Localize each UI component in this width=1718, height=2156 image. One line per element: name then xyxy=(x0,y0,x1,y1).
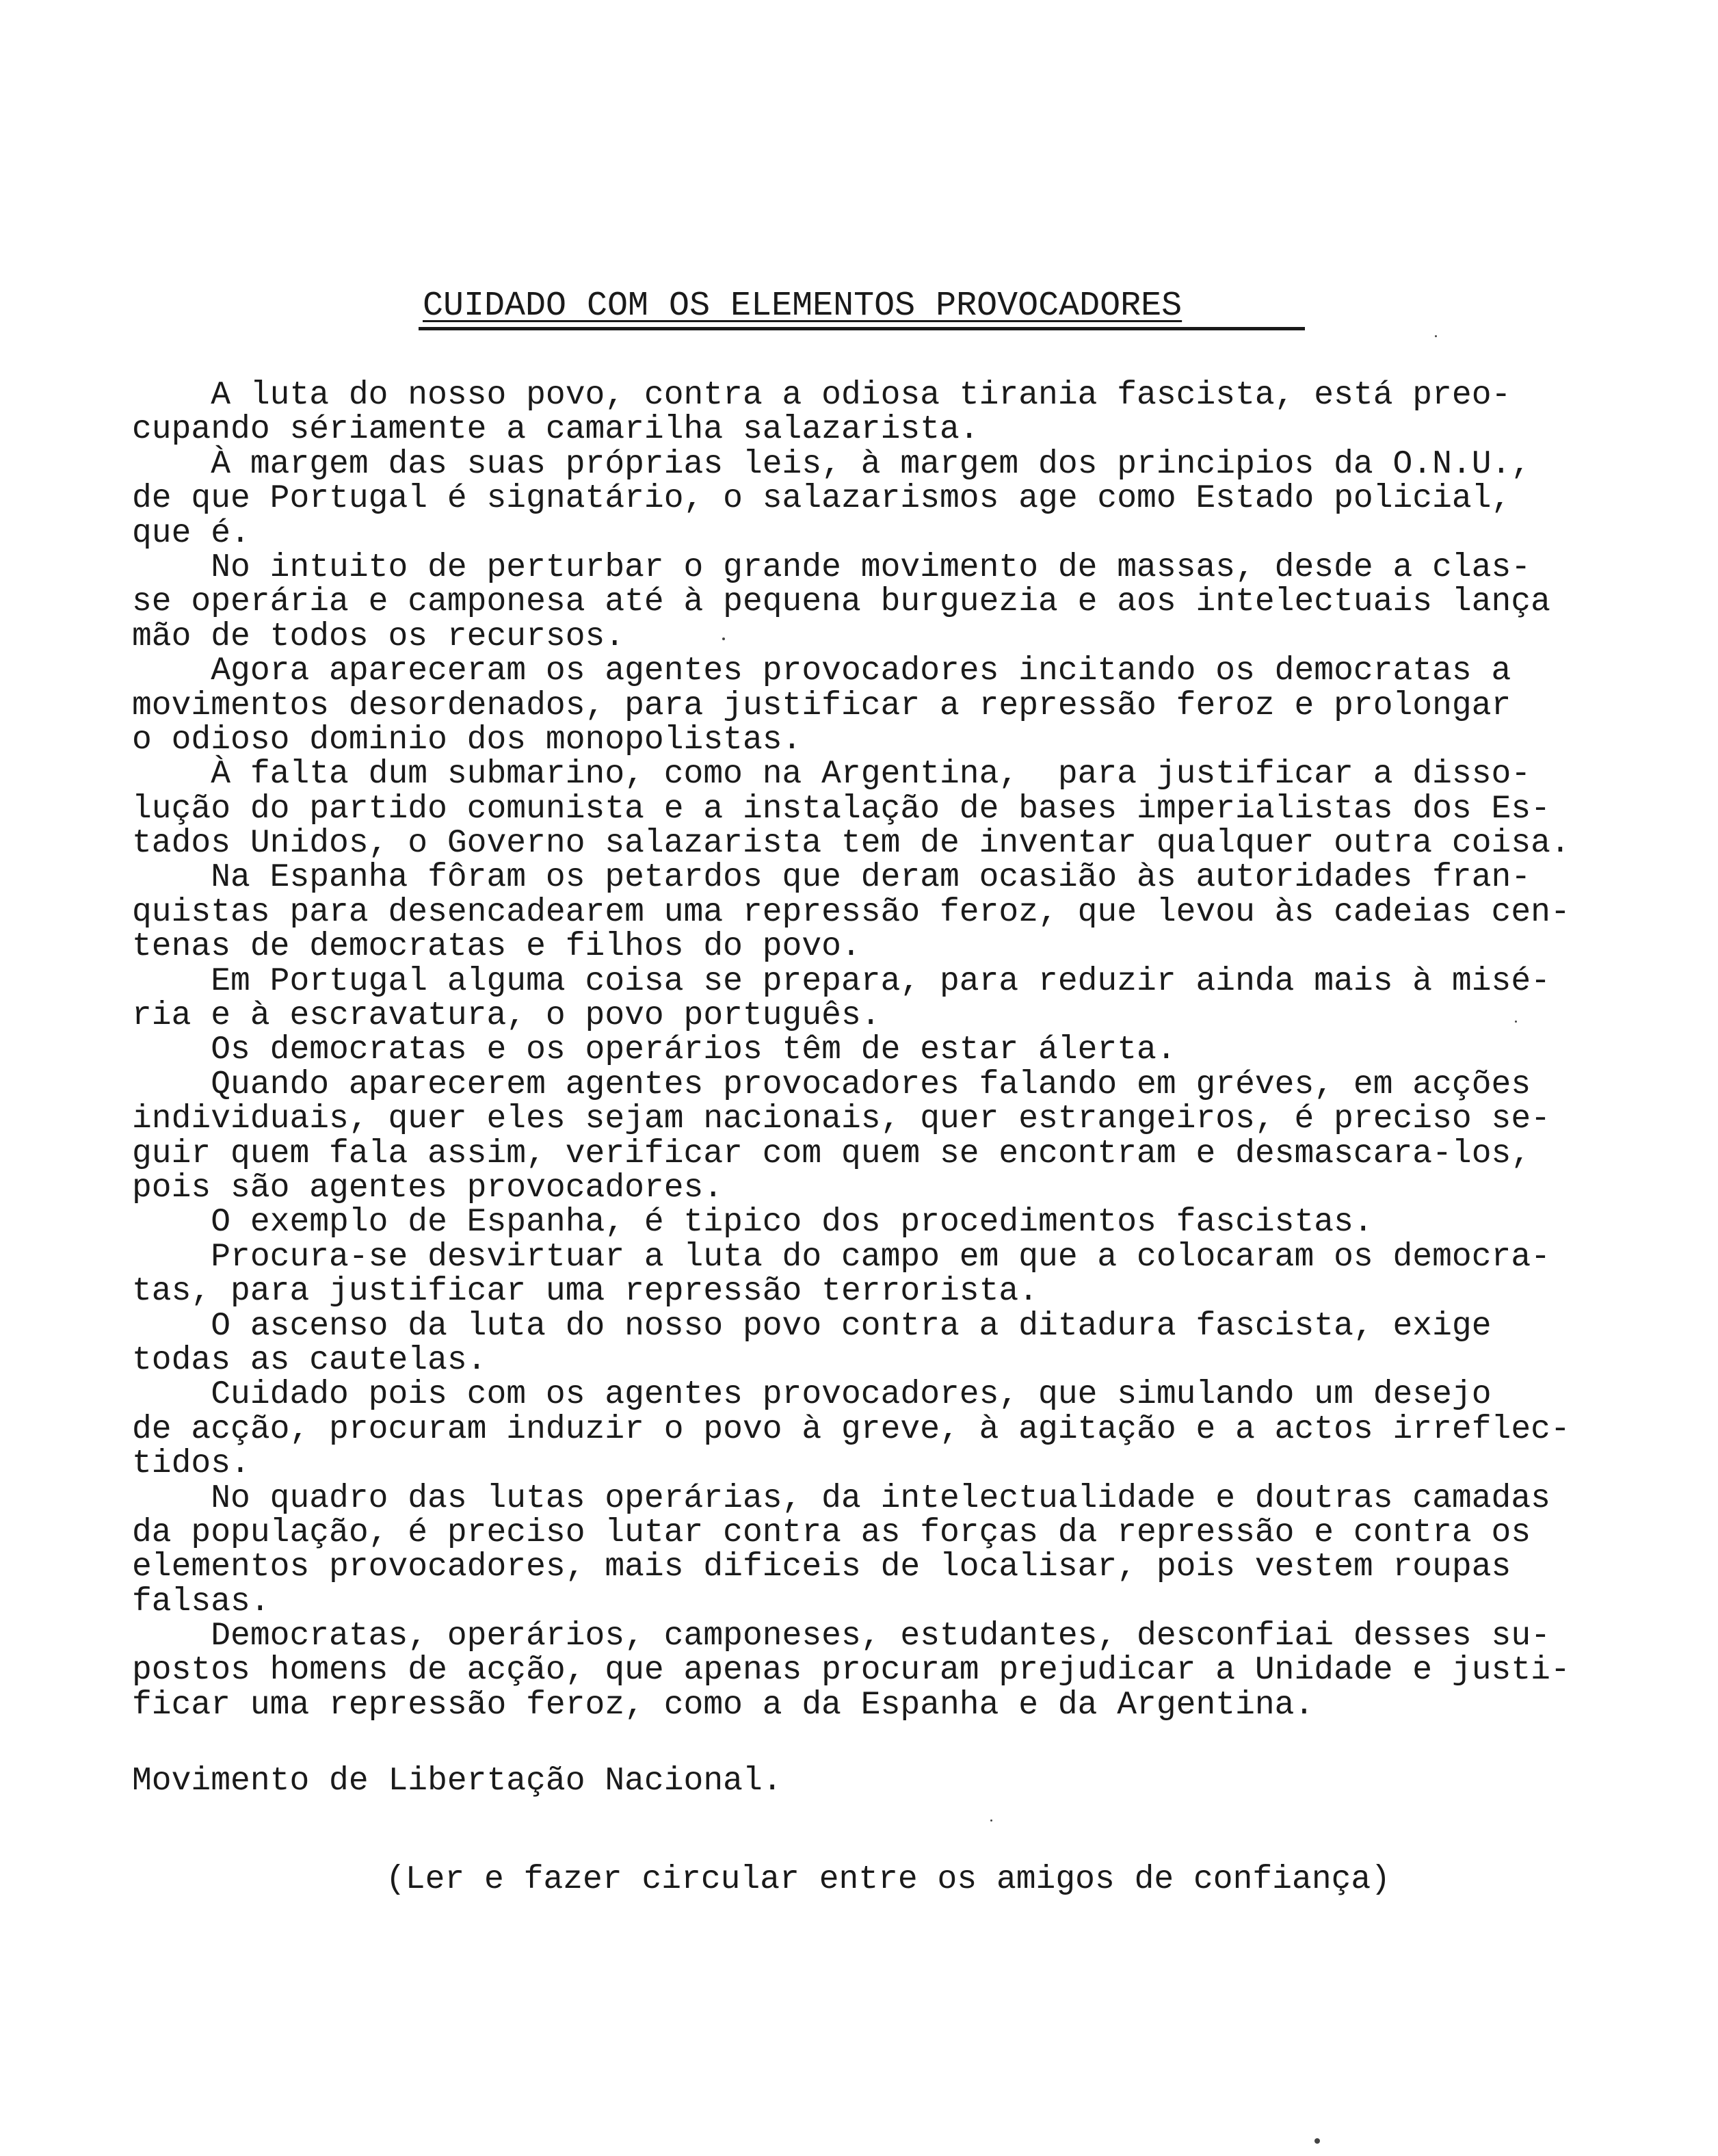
body-line: da população, é preciso lutar contra as forças da repressão e contra os xyxy=(132,1514,1531,1551)
paper-speck xyxy=(990,1819,992,1822)
body-line: tenas de democratas e filhos do povo. xyxy=(132,928,861,966)
body-line: quistas para desencadearem uma repressão feroz, que levou às cadeias cen- xyxy=(132,893,1570,931)
paper-speck xyxy=(1435,335,1437,337)
body-line: tidos. xyxy=(132,1445,250,1483)
body-line: Procura-se desvirtuar a luta do campo em que a colocaram os democra- xyxy=(132,1238,1550,1276)
body-line: ficar uma repressão feroz, como a da Espanha e da Argentina. xyxy=(132,1686,1314,1724)
body-line: A luta do nosso povo, contra a odiosa tirania fascista, está preo- xyxy=(132,377,1511,414)
body-line: guir quem fala assim, verificar com quem se encontram e desmascara-los, xyxy=(132,1135,1531,1172)
document-title: CUIDADO COM OS ELEMENTOS PROVOCADORES xyxy=(423,287,1182,326)
body-line: O exemplo de Espanha, é tipico dos procedimentos fascistas. xyxy=(132,1204,1373,1241)
paper-speck xyxy=(1314,2138,1320,2144)
body-line: se operária e camponesa até à pequena burguezia e aos intelectuais lança xyxy=(132,583,1550,621)
body-line: de que Portugal é signatário, o salazarismos age como Estado policial, xyxy=(132,480,1511,518)
body-line: elementos provocadores, mais dificeis de localisar, pois vestem roupas xyxy=(132,1549,1511,1586)
body-line: Em Portugal alguma coisa se prepara, para reduzir ainda mais à misé- xyxy=(132,962,1550,1000)
body-line: No quadro das lutas operárias, da intelectualidade e doutras camadas xyxy=(132,1480,1550,1517)
body-line: O ascenso da luta do nosso povo contra a ditadura fascista, exige xyxy=(132,1307,1492,1345)
circulation-note: (Ler e fazer circular entre os amigos de confiança) xyxy=(386,1861,1391,1898)
body-line: mão de todos os recursos. xyxy=(132,618,625,655)
body-line: No intuito de perturbar o grande movimento de massas, desde a clas- xyxy=(132,549,1531,586)
body-line: ria e à escravatura, o povo português. xyxy=(132,997,881,1035)
body-line: tados Unidos, o Governo salazarista tem de inventar qualquer outra coisa. xyxy=(132,825,1570,863)
body-line: tas, para justificar uma repressão terrorista. xyxy=(132,1273,1039,1311)
body-line: individuais, quer eles sejam nacionais, quer estrangeiros, é preciso se- xyxy=(132,1101,1550,1138)
body-line: o odioso dominio dos monopolistas. xyxy=(132,721,802,759)
body-line: postos homens de acção, que apenas procuram prejudicar a Unidade e justi- xyxy=(132,1652,1570,1690)
paper-speck xyxy=(1515,1021,1517,1023)
body-line: pois são agentes provocadores. xyxy=(132,1169,724,1207)
document-body xyxy=(132,378,1664,1722)
body-line: Democratas, operários, camponeses, estudantes, desconfiai desses su- xyxy=(132,1618,1550,1655)
body-line: de acção, procuram induzir o povo à greve, à agitação e a actos irreflec- xyxy=(132,1410,1570,1448)
body-line: Na Espanha fôram os petardos que deram ocasião às autoridades fran- xyxy=(132,859,1531,897)
body-line: À margem das suas próprias leis, à margem dos principios da O.N.U., xyxy=(132,445,1531,483)
paper-speck xyxy=(722,637,725,640)
body-line: que é. xyxy=(132,514,250,552)
body-line: movimentos desordenados, para justificar a repressão feroz e prolongar xyxy=(132,687,1511,724)
body-line: falsas. xyxy=(132,1583,270,1620)
body-line: Agora apareceram os agentes provocadores incitando os democratas a xyxy=(132,653,1511,690)
body-line: todas as cautelas. xyxy=(132,1341,487,1379)
title-underline-rule xyxy=(419,327,1305,330)
body-line: Quando aparecerem agentes provocadores falando em gréves, em acções xyxy=(132,1066,1531,1103)
body-line: cupando sériamente a camarilha salazarista. xyxy=(132,411,979,449)
body-line: Os democratas e os operários têm de estar álerta. xyxy=(132,1031,1176,1069)
signature: Movimento de Libertação Nacional. xyxy=(132,1763,782,1800)
body-line: Cuidado pois com os agentes provocadores, que simulando um desejo xyxy=(132,1376,1492,1414)
body-line: À falta dum submarino, como na Argentina, para justificar a disso- xyxy=(132,756,1531,793)
body-line: lução do partido comunista e a instalação de bases imperialistas dos Es- xyxy=(132,790,1550,828)
